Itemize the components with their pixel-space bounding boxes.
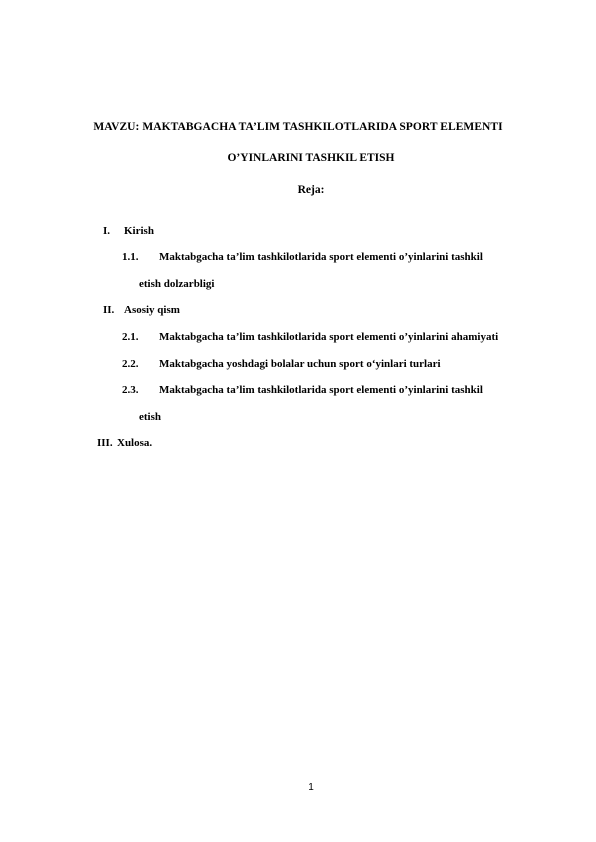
document-title-line-2: O’YINLARINI TASHKIL ETISH <box>227 152 395 164</box>
section-3-label: Xulosa. <box>117 437 153 449</box>
plan-heading: Reja: <box>297 184 325 196</box>
item-2-2-text: Maktabgacha yoshdagi bolalar uchun sport o‘yinlari turlari <box>159 358 441 370</box>
item-1-1-text-line-1: Maktabgacha ta’lim tashkilotlarida sport elementi o’yinlarini tashkil <box>159 251 483 263</box>
item-2-2-number: 2.2. <box>122 358 139 370</box>
section-1-numeral: I. <box>103 225 111 237</box>
item-1-1-number: 1.1. <box>122 251 139 263</box>
item-2-3-text-line-1: Maktabgacha ta’lim tashkilotlarida sport elementi o’yinlarini tashkil <box>159 384 483 396</box>
section-3-numeral: III. <box>97 437 113 449</box>
item-2-1-text: Maktabgacha ta’lim tashkilotlarida sport elementi o’yinlarini ahamiyati <box>159 331 499 343</box>
document-title-line-1: MAVZU: MAKTABGACHA TA’LIM TASHKILOTLARIDA SPORT ELEMENTI <box>93 121 503 133</box>
item-1-1-text-line-2: etish dolzarbligi <box>139 278 215 290</box>
item-2-3-number: 2.3. <box>122 384 139 396</box>
item-2-1-number: 2.1. <box>122 331 139 343</box>
page-number: 1 <box>308 782 314 793</box>
section-2-numeral: II. <box>103 304 115 316</box>
section-2-label: Asosiy qism <box>124 304 180 316</box>
section-1-label: Kirish <box>124 225 154 237</box>
item-2-3-text-line-2: etish <box>139 411 161 423</box>
